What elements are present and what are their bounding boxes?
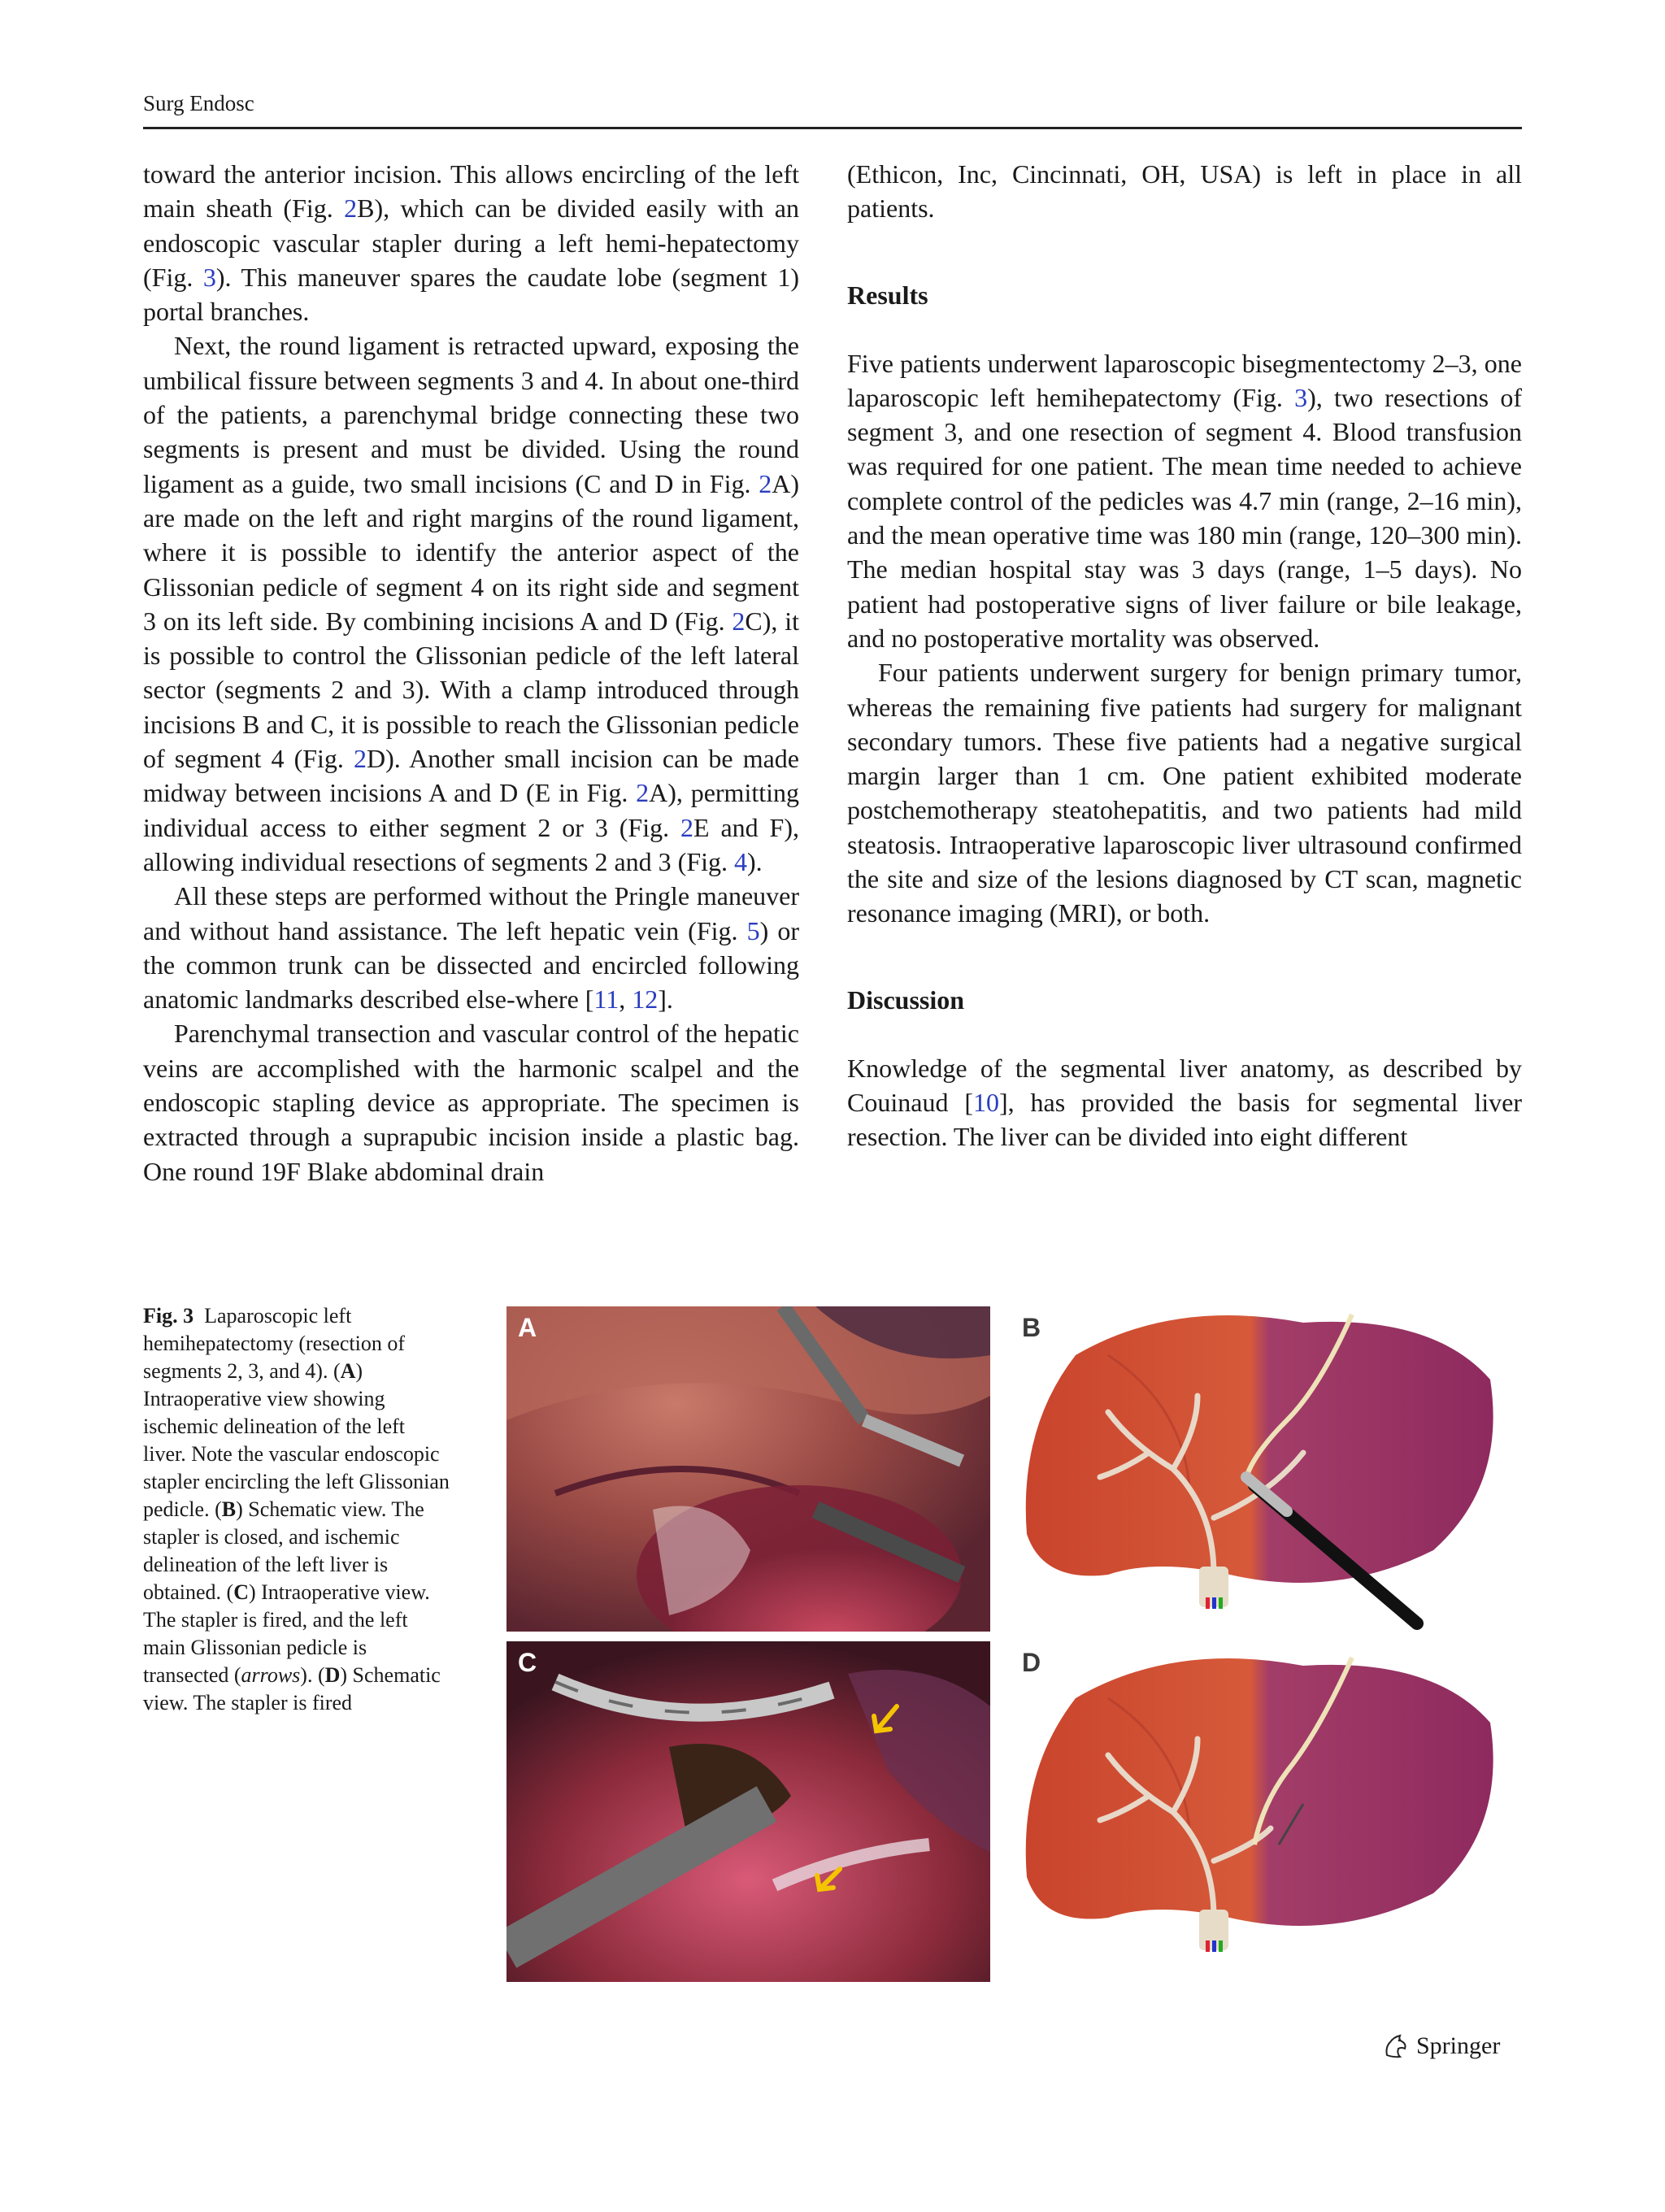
citation-link[interactable]: 11 — [593, 984, 619, 1015]
panel-label-a: A — [518, 1313, 537, 1342]
publisher-logo — [1382, 2032, 1500, 2060]
springer-horse-icon — [1382, 2032, 1410, 2060]
paragraph: Five patients underwent laparoscopic bisegmentectomy 2–3, one laparoscopic left hemihepatectomy (Fig. 3), two resections of segment 3, and one resection of segment 4. Blood transfusion was required for one patient. The mean time needed to achieve complete control of the pedicles was 4.7 min (range, 2–16 min), and the mean operative time was 180 min (range, 120–300 min). The median hospital stay was 3 days (range, 1–5 days). No patient had postoperative signs of liver failure or bile leakage, and no postoperative mortality was observed. — [847, 348, 1523, 653]
figure-link[interactable]: 3 — [202, 262, 216, 292]
photo-a-illustration — [506, 1306, 990, 1632]
figure-link[interactable]: 4 — [734, 846, 747, 876]
panel-label-c: C — [518, 1648, 537, 1677]
left-column — [143, 157, 799, 1189]
header-rule — [143, 127, 1522, 129]
publisher-name: Springer — [1416, 2032, 1501, 2059]
figure-link[interactable]: 5 — [746, 915, 760, 945]
paragraph: toward the anterior incision. This allows encircling of the left main sheath (Fig. 2B), which can be divided easily with an endoscopic vascular stapler during a left hemi-hepatectomy (Fig. 3). This maneuver spares the caudate lobe (segment 1) portal branches. — [143, 159, 800, 327]
paragraph: (Ethicon, Inc, Cincinnati, OH, USA) is left in place in all patients. — [847, 159, 1522, 224]
figure-link[interactable]: 2 — [680, 812, 693, 842]
panel-label-d: D — [1022, 1648, 1041, 1677]
running-head: Surg Endosc — [143, 91, 254, 115]
paragraph: Next, the round ligament is retracted upward, exposing the umbilical fissure between segments 3 and 4. In about one-third of the patients, a parenchymal bridge connecting these two segments is present and must be divided. Using the round ligament as a guide, two small incisions (C and D in Fig. 2A) are made on the left and right margins of the round ligament, where it is possible to identify the anterior aspect of the Glissonian pedicle of segment 4 on its right side and segment 3 on its left side. By combining incisions A and D (Fig. 2C), it is possible to control the Glissonian pedicle of the left lateral sector (segments 2 and 3). With a clamp introduced through incisions B and C, it is possible to reach the Glissonian pedicle of segment 4 (Fig. 2D). Another small incision can be made midway between incisions A and D (E in Fig. 2A), permitting individual access to either segment 2 or 3 (Fig. 2E and F), allowing individual resections of segments 2 and 3 (Fig. 4). — [143, 331, 800, 876]
panel-d-schematic — [1011, 1641, 1506, 1982]
paragraph: Four patients underwent surgery for benign primary tumor, whereas the remaining five patients had surgery for malignant secondary tumors. These five patients had a negative surgical margin larger than 1 cm. One patient exhibited moderate postchemotherapy steatohepatitis, and two patients had mild steatosis. Intraoperative laparoscopic liver ultrasound confirmed the site and size of the lesions diagnosed by CT scan, magnetic resonance imaging (MRI), or both. — [847, 658, 1522, 928]
liver-schematic-b — [1011, 1306, 1506, 1632]
figure-link[interactable]: 2 — [354, 744, 367, 774]
right-column — [847, 157, 1522, 1154]
section-heading-discussion: Discussion — [847, 984, 965, 1015]
photo-c-illustration — [506, 1641, 990, 1982]
liver-schematic-d — [1011, 1641, 1506, 1982]
figure-link[interactable]: 2 — [344, 193, 358, 224]
citation-link[interactable]: 10 — [972, 1087, 999, 1117]
panel-c-intraoperative-photo — [506, 1641, 990, 1982]
section-heading-results: Results — [847, 280, 928, 310]
panel-label-b: B — [1022, 1313, 1041, 1342]
figure-link[interactable]: 2 — [732, 606, 746, 636]
paragraph: Knowledge of the segmental liver anatomy, as described by Couinaud [10], has provided the basis for segmental liver resection. The liver can be divided into eight different — [847, 1053, 1523, 1152]
figure-link[interactable]: 3 — [1294, 382, 1308, 412]
paragraph: All these steps are performed without the Pringle maneuver and without hand assistance. The left hepatic vein (Fig. 5) or the common trunk can be dissected and encircled following anatomic landmarks described else-where [11, 12]. — [143, 881, 800, 1015]
citation-link[interactable]: 12 — [632, 984, 659, 1015]
figure-link[interactable]: 2 — [636, 778, 650, 808]
figure-3 — [506, 1306, 1506, 1982]
paragraph: Parenchymal transection and vascular control of the hepatic veins are accomplished with the harmonic scalpel and the endoscopic stapling device as appropriate. The specimen is extracted through a suprapubic incision inside a plastic bag. One round 19F Blake abdominal drain — [143, 1019, 799, 1186]
figure-link[interactable]: 2 — [759, 468, 772, 498]
panel-a-intraoperative-photo — [506, 1306, 990, 1632]
figure-caption: Fig. 3 Laparoscopic left hemihepatectomy (resection of segments 2, 3, and 4). (A) Intraoperative view showing ischemic delineation of the left liver. Note the vascular endoscopic stapler encircling the left Glissonian pedicle. (B) Schematic view. The stapler is closed, and ischemic delineation of the left liver is obtained. (C) Intraoperative view. The stapler is fired, and the left main Glissonian pedicle is transected (arrows). (D) Schematic view. The stapler is fired — [143, 1304, 450, 1714]
panel-b-schematic — [1011, 1306, 1506, 1632]
